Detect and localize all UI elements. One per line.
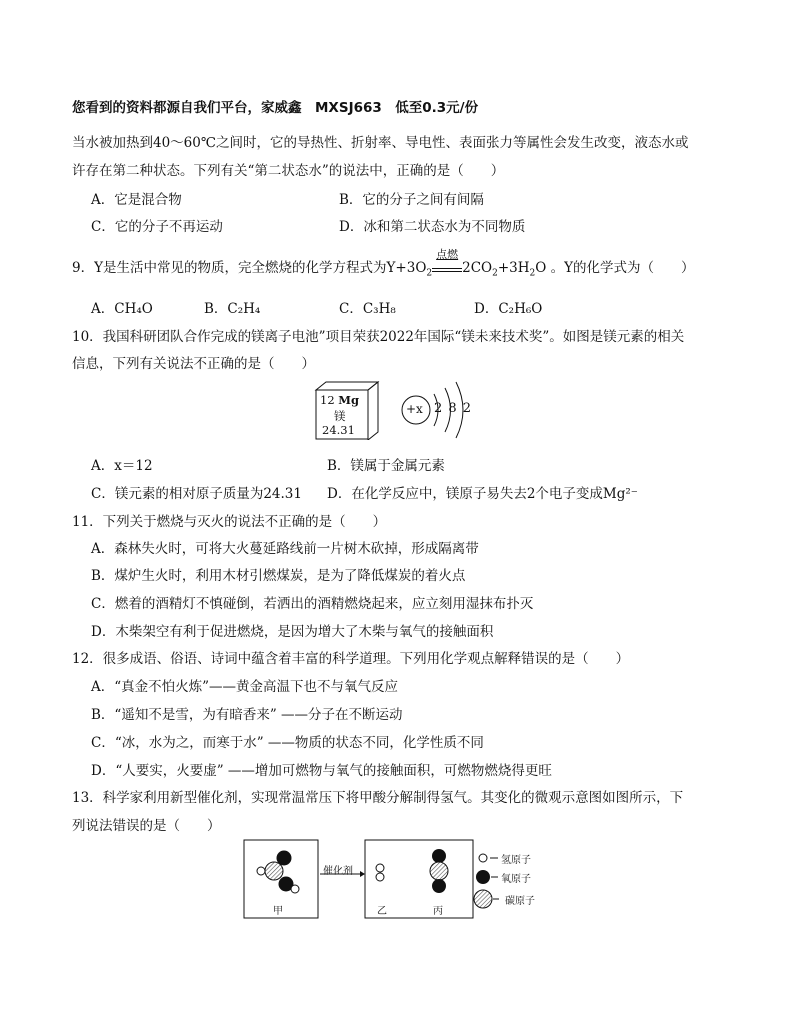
q9-stem-mid: 2CO xyxy=(462,260,493,276)
q9-stem-mid2: +3H xyxy=(497,260,530,276)
q11-option-d: D．木柴架空有利于促进燃烧，是因为增大了木柴与氧气的接触面积 xyxy=(91,624,494,640)
q8-stem-line1: 当水被加热到40～60℃之间时，它的导热性、折射率、导电性、表面张力等属性会发生改变，液态水或 xyxy=(72,135,689,151)
q12-stem: 12．很多成语、俗语、诗词中蕴含着丰富的科学道理。下列用化学观点解释错误的是（ ） xyxy=(72,651,630,667)
legend-carbon: 碳原子 xyxy=(505,896,535,907)
promo-banner: 您看到的资料都源自我们平台，家威鑫 MXSJ663 低至0.3元/份 xyxy=(72,100,479,116)
legend-oxygen: 氧原子 xyxy=(501,874,531,885)
label-jia: 甲 xyxy=(273,906,283,917)
legend-hydrogen: 氢原子 xyxy=(501,855,531,866)
q12-option-b: B．“遥知不是雪，为有暗香来” ——分子在不断运动 xyxy=(91,707,403,723)
q9-option-a: A．CH₄O xyxy=(91,301,153,317)
cell-symbol: Mg xyxy=(338,393,360,407)
q8-option-d: D．冰和第二状态水为不同物质 xyxy=(339,219,526,235)
q8-option-c: C．它的分子不再运动 xyxy=(91,219,223,235)
reaction-diagram xyxy=(243,838,573,922)
cell-atomic-mass: 24.31 xyxy=(322,423,355,437)
arrow-catalyst-label: 催化剂 xyxy=(323,866,353,877)
q11-option-a: A．森林失火时，可将大火蔓延路线前一片树木砍掉，形成隔离带 xyxy=(91,541,479,557)
q9-options xyxy=(0,297,794,317)
q9-stem-suffix: O 。Y的化学式为（ ） xyxy=(535,260,695,276)
q8-stem-line2: 许存在第二种状态。下列有关“第二状态水”的说法中，正确的是（ ） xyxy=(72,163,505,179)
q9-condition: 点燃 xyxy=(436,248,459,261)
q9-stem-prefix: 9．Y是生活中常见的物质，完全燃烧的化学方程式为Y+3O xyxy=(72,260,427,276)
q13-stem-line1: 13．科学家利用新型催化剂，实现常温常压下将甲酸分解制得氢气。其变化的微观示意图如图所示，下 xyxy=(72,790,684,806)
q10-option-d: D．在化学反应中，镁原子易失去2个电子变成Mg²⁻ xyxy=(327,486,638,502)
q13-stem-line2: 列说法错误的是（ ） xyxy=(72,818,221,834)
q8-option-a: A．它是混合物 xyxy=(91,192,182,208)
q9-condition-arrow xyxy=(432,248,462,272)
q10-stem-line2: 信息，下列有关说法不正确的是（ ） xyxy=(72,356,315,372)
q10-option-c: C．镁元素的相对原子质量为24.31 xyxy=(91,486,302,502)
q10-option-b: B．镁属于金属元素 xyxy=(327,458,445,474)
nucleus-charge: +x xyxy=(406,402,423,416)
q11-option-b: B．煤炉生火时，利用木材引燃煤炭，是为了降低煤炭的着火点 xyxy=(91,568,466,584)
q10-option-a: A．x＝12 xyxy=(91,458,153,474)
label-yi: 乙 xyxy=(377,906,387,917)
q9-stem: 9．Y是生活中常见的物质，完全燃烧的化学方程式为$Y+3O_2$ 点燃 $2CO_2+3H_2O$ 。Y的化学式为（ ） xyxy=(72,248,695,279)
cell-name: 镁 xyxy=(334,409,346,423)
q12-option-d: D．“人要实，火要虚” ——增加可燃物与氧气的接触面积，可燃物燃烧得更旺 xyxy=(91,763,552,779)
magnesium-figure xyxy=(310,380,480,440)
q9-option-c: C．C₃H₈ xyxy=(339,301,396,317)
electron-shells: 2 8 2 xyxy=(434,401,473,416)
cell-atomic-number: 12 xyxy=(320,393,335,407)
q8-option-b: B．它的分子之间有间隔 xyxy=(339,192,484,208)
q12-option-c: C．“冰，水为之，而寒于水” ——物质的状态不同，化学性质不同 xyxy=(91,735,484,751)
q9-option-d: D．C₂H₆O xyxy=(474,301,543,317)
label-bing: 丙 xyxy=(433,906,443,917)
q11-stem: 11．下列关于燃烧与灭火的说法不正确的是（ ） xyxy=(72,514,387,530)
q10-stem-line1: 10．我国科研团队合作完成的镁离子电池”项目荣获2022年国际“镁未来技术奖”。如图是镁元素的相关 xyxy=(72,329,685,345)
q11-option-c: C．燃着的酒精灯不慎碰倒，若洒出的酒精燃烧起来，应立刻用湿抹布扑灭 xyxy=(91,596,534,612)
q9-option-b: B．C₂H₄ xyxy=(204,301,261,317)
q12-option-a: A．“真金不怕火炼”——黄金高温下也不与氧气反应 xyxy=(91,679,399,695)
